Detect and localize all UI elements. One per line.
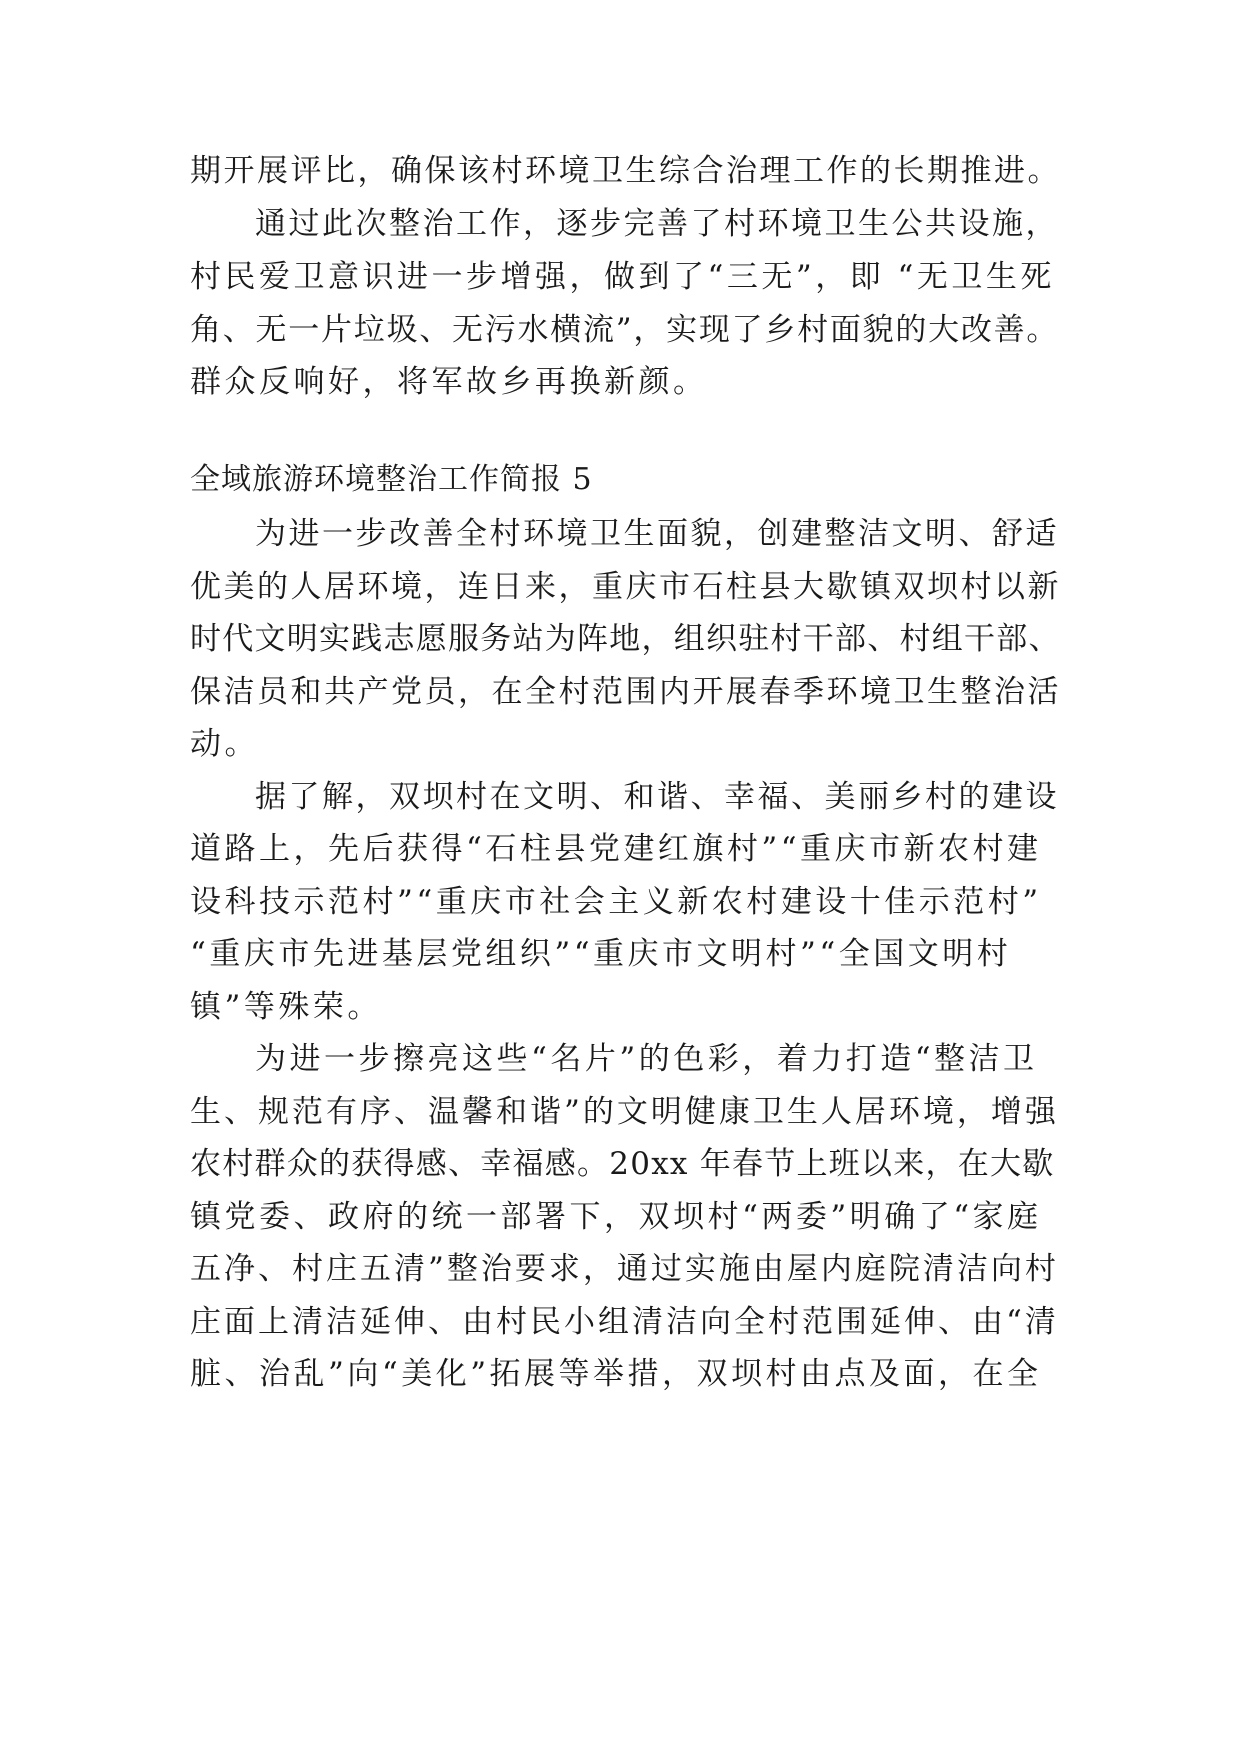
text-line: 为进一步改善全村环境卫生面貌，创建整洁文明、舒适 [255,516,1059,552]
text-line: 通过此次整治工作，逐步完善了村环境卫生公共设施， [255,206,1059,242]
text-line: 时代文明实践志愿服务站为阵地，组织驻村干部、村组干部、 [190,621,1061,657]
text-line: 群众反响好，将军故乡再换新颜。 [190,364,708,400]
text-line: 据了解，双坝村在文明、和谐、幸福、美丽乡村的建设 [255,779,1059,815]
text-line: 庄面上清洁延伸、由村民小组清洁向全村范围延伸、由“清 [190,1304,1059,1340]
section-heading: 全域旅游环境整治工作简报 5 [190,462,593,497]
text-line: 村民爱卫意识进一步增强，做到了“三无”，即 “无卫生死 [190,259,1055,295]
text-line: 脏、治乱”向“美化”拓展等举措，双坝村由点及面，在全 [190,1356,1042,1392]
text-line: 动。 [190,726,259,762]
text-line: 角、无一片垃圾、无污水横流”，实现了乡村面貌的大改善。 [190,312,1060,348]
text-line: 道路上，先后获得“石柱县党建红旗村”“重庆市新农村建 [190,831,1042,867]
text-line: 五净、村庄五清”整治要求，通过实施由屋内庭院清洁向村 [190,1251,1059,1287]
text-line: 农村群众的获得感、幸福感。20xx 年春节上班以来，在大歇 [190,1146,1055,1182]
text-line: “重庆市先进基层党组织”“重庆市文明村”“全国文明村 [190,936,1012,972]
text-line: 优美的人居环境，连日来，重庆市石柱县大歇镇双坝村以新 [190,569,1061,605]
text-line: 为进一步擦亮这些“名片”的色彩，着力打造“整洁卫 [255,1041,1038,1077]
text-line: 镇党委、政府的统一部署下，双坝村“两委”明确了“家庭 [190,1199,1042,1235]
text-line: 保洁员和共产党员，在全村范围内开展春季环境卫生整治活 [190,674,1061,710]
text-line: 期开展评比，确保该村环境卫生综合治理工作的长期推进。 [190,153,1061,189]
text-line: 设科技示范村”“重庆市社会主义新农村建设十佳示范村” [190,884,1042,920]
text-line: 镇”等殊荣。 [190,989,382,1025]
text-line: 生、规范有序、温馨和谐”的文明健康卫生人居环境，增强 [190,1094,1059,1130]
